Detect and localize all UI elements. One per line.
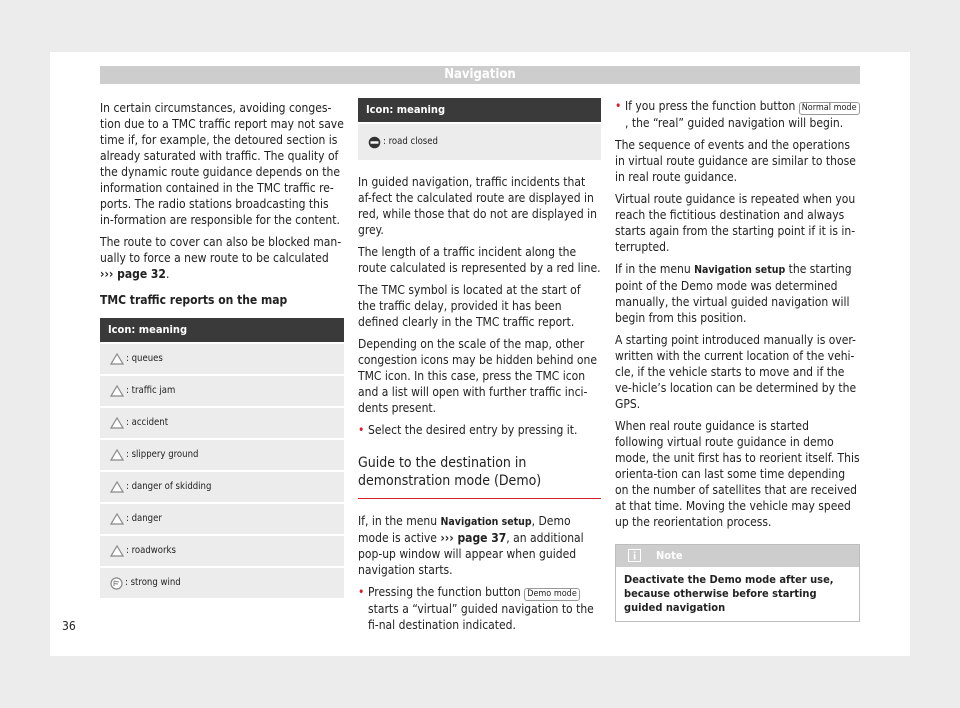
- block-route-paragraph: The route to cover can also be blocked man-ually to force a new route to be calculated ››› page 32.: [100, 235, 342, 281]
- traffic-jam-warning-icon: [110, 385, 124, 397]
- table-row: : danger of skidding: [100, 472, 344, 502]
- paragraph: The length of a traffic incident along the route calculated is represented by a red line.: [358, 245, 601, 275]
- bullet-icon: •: [358, 423, 365, 437]
- note-box: [615, 544, 860, 622]
- page-link[interactable]: ››› page 32: [100, 267, 166, 281]
- table-row: : strong wind: [100, 568, 344, 598]
- bullet-icon: •: [358, 585, 365, 599]
- skidding-warning-icon: [110, 481, 124, 493]
- table-header: Icon: meaning: [358, 98, 601, 122]
- page-link[interactable]: ››› page 37: [440, 531, 507, 545]
- table-row: : slippery ground: [100, 440, 344, 470]
- table-row: : road closed: [358, 124, 601, 160]
- menu-name: Navigation setup: [440, 516, 532, 528]
- paragraph: A starting point introduced manually is over-written with the current location of the vehi-cle, if the vehicle starts to move and if the ve-hicle’s location can be determined by the GPS.: [615, 333, 857, 411]
- table-row: : roadworks: [100, 536, 344, 566]
- road-closed-table: [358, 98, 601, 160]
- paragraph: The sequence of events and the operations in virtual route guidance are similar to those in real route guidance.: [615, 138, 856, 184]
- bullet-item: • If you press the function button Normal mode, the “real” guided navigation will begin.: [615, 98, 860, 131]
- bullet-item: • Pressing the function button Demo mode starts a “virtual” guided navigation to the fi-nal destination indicated.: [358, 585, 594, 632]
- paragraph: In guided navigation, traffic incidents that af-fect the calculated route are displayed in red, while those that do not are displayed in grey.: [358, 175, 597, 237]
- note-body: Deactivate the Demo mode after use, because otherwise before starting guided navigation: [624, 573, 834, 614]
- table-row: : traffic jam: [100, 376, 344, 406]
- note-header: Note: [616, 545, 859, 567]
- paragraph: Depending on the scale of the map, other congestion icons may be hidden behind one TMC icon. In this case, press the TMC icon and a list will open with further traffic inci-dents present.: [358, 337, 597, 415]
- paragraph: If, in the menu Navigation setup, Demo mode is active ››› page 37, an additional pop-up window will appear when guided navigation starts.: [358, 514, 584, 577]
- queues-warning-icon: [110, 353, 124, 365]
- strong-wind-icon: [110, 577, 123, 590]
- paragraph: When real route guidance is started following virtual route guidance in demo mode, the unit first has to reorient itself. This orienta-tion can last some time depending on the number of satellites that are received at that time. Moving the vehicle may speed up the reorientation process.: [615, 419, 860, 529]
- menu-name: Navigation setup: [694, 264, 786, 276]
- column-1: [100, 100, 344, 598]
- demo-mode-button[interactable]: Demo mode: [524, 588, 580, 601]
- table-row: : accident: [100, 408, 344, 438]
- bullet-icon: •: [615, 99, 622, 113]
- accident-warning-icon: [110, 417, 124, 429]
- table-header: Icon: meaning: [100, 318, 344, 342]
- bullet-item: • Select the desired entry by pressing it.: [358, 423, 578, 437]
- danger-warning-icon: [110, 513, 124, 525]
- section-title: Guide to the destination in demonstration mode (Demo): [358, 454, 601, 499]
- paragraph: Virtual route guidance is repeated when you reach the fictitious destination and always starts again from the starting point if it is in-terrupted.: [615, 192, 856, 254]
- paragraph: The TMC symbol is located at the start of the traffic delay, provided it has been defined clearly in the TMC traffic report.: [358, 283, 581, 329]
- table-row: : danger: [100, 504, 344, 534]
- normal-mode-button[interactable]: Normal mode: [799, 102, 860, 115]
- roadworks-warning-icon: [110, 545, 124, 557]
- column-3: [615, 98, 860, 622]
- tmc-icon-table: [100, 318, 344, 598]
- page-header: Navigation: [100, 66, 860, 84]
- column-2: [358, 98, 601, 639]
- subheading: TMC traffic reports on the map: [100, 293, 288, 307]
- paragraph: If in the menu Navigation setup the starting point of the Demo mode was determined manually, the virtual guided navigation will begin from this position.: [615, 262, 852, 325]
- table-row: : queues: [100, 344, 344, 374]
- slippery-ground-warning-icon: [110, 449, 124, 461]
- page-number: 36: [62, 619, 76, 633]
- road-closed-icon: [368, 136, 381, 149]
- intro-paragraph: In certain circumstances, avoiding conges-tion due to a TMC traffic report may not save time if, for example, the detoured section is already saturated with traffic. The quality of the dynamic route guidance depends on the information contained in the TMC traffic re-ports. The radio stations broadcasting this in-formation are responsible for the content.: [100, 101, 344, 227]
- info-icon: [628, 549, 641, 562]
